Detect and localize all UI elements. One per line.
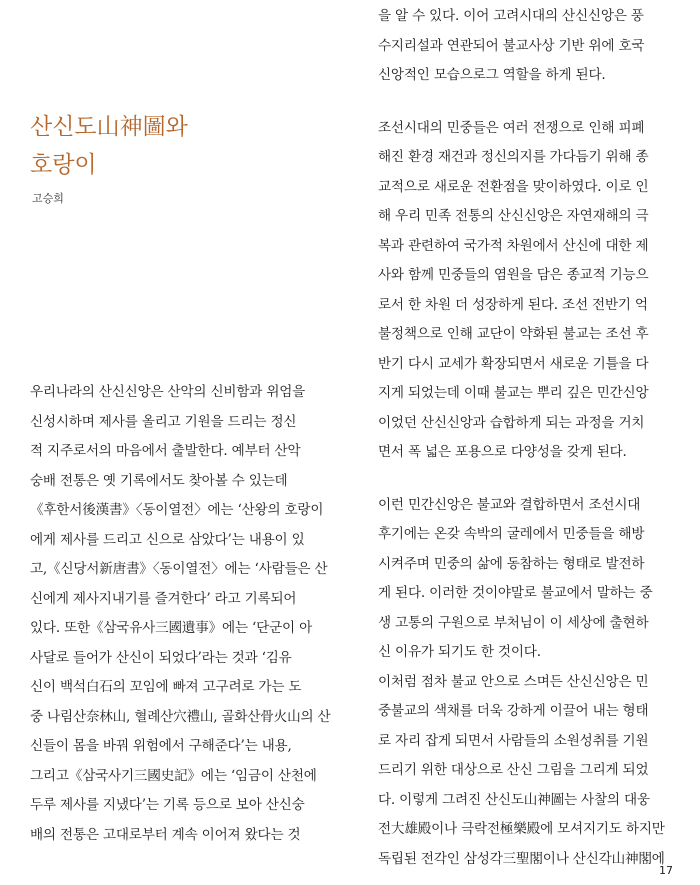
text-line: 교적으로 새로운 전환점을 맞이하였다. 이로 인 bbox=[378, 178, 649, 195]
text-line: 있다. 또한《삼국유사三國遺事》에는 ‘단군이 아 bbox=[30, 620, 313, 636]
article-title-line: 호랑이 bbox=[30, 152, 97, 178]
text-line: 이런 민간신앙은 불교와 결합하면서 조선시대 bbox=[378, 496, 641, 513]
text-line: 조선시대의 민중들은 여러 전쟁으로 인해 피폐 bbox=[378, 119, 645, 136]
text-line: 우리나라의 산신신앙은 산악의 신비함과 위엄을 bbox=[30, 384, 306, 400]
text-line: 숭배 전통은 옛 기록에서도 찾아볼 수 있는데 bbox=[30, 472, 288, 489]
text-line: 두루 제사를 지냈다’는 기록 등으로 보아 산신숭 bbox=[30, 797, 305, 813]
paragraph-gap bbox=[378, 91, 673, 114]
text-line: 사달로 들어가 산신이 되었다’라는 것과 ‘김유 bbox=[30, 649, 292, 666]
text-line: 적 지주로서의 마음에서 출발한다. 예부터 산악 bbox=[30, 443, 301, 459]
text-line: 반기 다시 교세가 확장되면서 새로운 기틀을 다 bbox=[378, 355, 649, 372]
text-line: 독립된 전각인 삼성각三聖閣이나 산신각山神閣에 bbox=[378, 850, 665, 867]
text-line: 시켜주며 민중의 삶에 동참하는 형태로 발전하 bbox=[378, 555, 645, 572]
text-line: 중불교의 색채를 더욱 강하게 이끌어 내는 형태 bbox=[378, 703, 649, 719]
paragraph bbox=[378, 491, 673, 875]
text-line: 면서 폭 넓은 포용으로 다양성을 갖게 된다. bbox=[378, 444, 627, 460]
text-line: 수지리설과 연관되어 불교사상 기반 위에 호국 bbox=[378, 37, 645, 54]
paragraph bbox=[378, 2, 673, 91]
text-line: 전大雄殿이나 극락전極樂殿에 모셔지기도 하지만 bbox=[378, 821, 665, 837]
text-line: 중 나림산奈林山, 혈례산穴禮山, 골화산骨火山의 산 bbox=[30, 708, 331, 725]
text-line: 로서 한 차원 더 성장하게 된다. 조선 전반기 억 bbox=[378, 296, 648, 313]
right-column bbox=[378, 2, 673, 874]
text-line: 로 자리 잡게 되면서 사람들의 소원성취를 기원 bbox=[378, 732, 649, 749]
text-line: 생 고통의 구원으로 부처님이 이 세상에 출현하 bbox=[378, 614, 649, 631]
text-line: 신앙적인 모습으로그 역할을 하게 된다. bbox=[378, 67, 606, 83]
text-line: 《후한서後漢書》〈동이열전〉에는 ‘산왕의 호랑이 bbox=[30, 502, 324, 518]
article-title bbox=[30, 108, 330, 184]
text-line: 고,《신당서新唐書》〈동이열전〉에는 ‘사람들은 산 bbox=[30, 561, 328, 577]
text-line: 이처럼 점차 불교 안으로 스며든 산신신앙은 민 bbox=[378, 673, 649, 690]
page-number: 17 bbox=[659, 864, 673, 877]
text-line: 신성시하며 제사를 올리고 기원을 드리는 정신 bbox=[30, 413, 297, 430]
text-line: 지게 되었는데 이때 불교는 뿌리 깊은 민간신앙 bbox=[378, 385, 649, 401]
paragraph-gap bbox=[378, 468, 673, 491]
paragraph bbox=[30, 378, 330, 850]
text-line: 복과 관련하여 국가적 차원에서 산신에 대한 제 bbox=[378, 237, 649, 254]
text-line: 신 이유가 되기도 한 것이다. bbox=[378, 644, 541, 660]
text-line: 사와 함께 민중들의 염원을 담은 종교적 기능으 bbox=[378, 267, 649, 283]
text-line: 그리고《삼국사기三國史記》에는 ‘임금이 산천에 bbox=[30, 767, 317, 784]
paragraph bbox=[378, 114, 673, 468]
left-column bbox=[30, 378, 330, 850]
text-line: 신에게 제사지내기를 즐겨한다’ 라고 기록되어 bbox=[30, 590, 297, 607]
text-line: 배의 전통은 고대로부터 계속 이어져 왔다는 것 bbox=[30, 826, 301, 843]
text-line: 을 알 수 있다. 이어 고려시대의 산신신앙은 풍 bbox=[378, 8, 644, 24]
text-line: 후기에는 온갖 속박의 굴레에서 민중들을 해방 bbox=[378, 526, 645, 542]
text-line: 이었던 산신신앙과 습합하게 되는 과정을 거치 bbox=[378, 414, 645, 431]
article-title-line: 산신도山神圖와 bbox=[30, 114, 188, 140]
text-line: 다. 이렇게 그려진 산신도山神圖는 사찰의 대웅 bbox=[378, 791, 650, 808]
text-line: 신들이 몸을 바꿔 위험에서 구해준다’는 내용, bbox=[30, 738, 292, 754]
text-line: 에게 제사를 드리고 신으로 삼았다’는 내용이 있 bbox=[30, 531, 305, 548]
text-line: 게 된다. 이러한 것이야말로 불교에서 말하는 중 bbox=[378, 585, 653, 601]
text-line: 해 우리 민족 전통의 산신신앙은 자연재해의 극 bbox=[378, 208, 649, 224]
text-line: 신이 백석白石의 꼬임에 빠져 고구려로 가는 도 bbox=[30, 679, 302, 695]
text-line: 불정책으로 인해 교단이 약화된 불교는 조선 후 bbox=[378, 326, 649, 342]
text-line: 드리기 위한 대상으로 산신 그림을 그리게 되었 bbox=[378, 762, 649, 778]
author-name: 고승희 bbox=[32, 192, 64, 205]
text-line: 해진 환경 재건과 정신의지를 가다듬기 위해 종 bbox=[378, 149, 649, 165]
